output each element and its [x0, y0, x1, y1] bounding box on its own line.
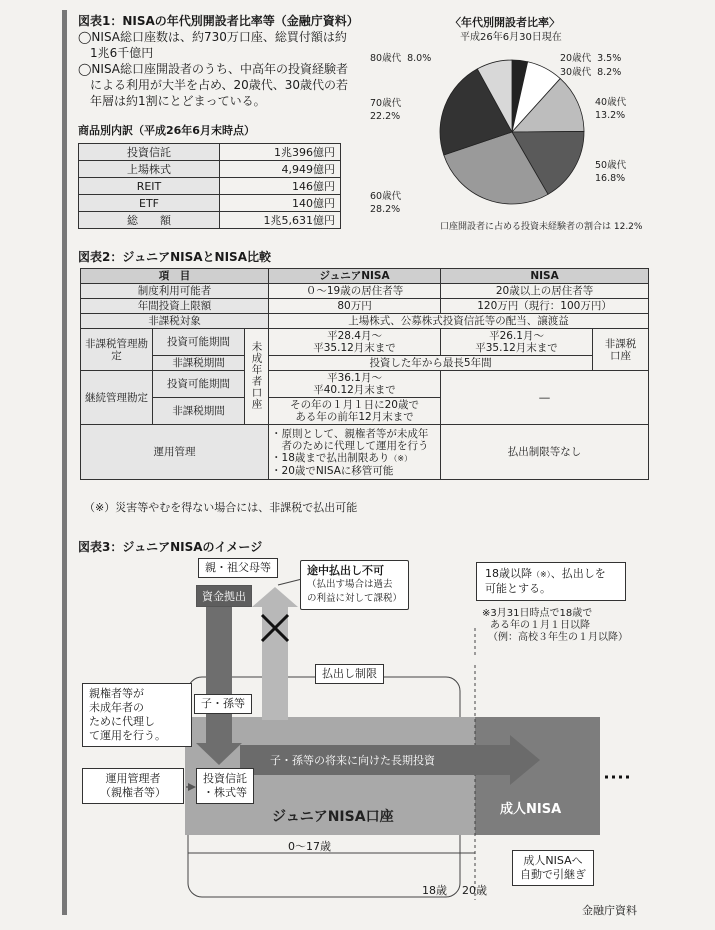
pie-chart: [370, 44, 660, 234]
table-row: [79, 178, 341, 195]
parents-box: 親・祖父母等: [198, 558, 278, 578]
vertical-label: 未成年者口座: [250, 340, 263, 410]
group1-label: 非課税管理勘定: [81, 329, 153, 371]
table-row: [79, 212, 341, 229]
fig1-bullet2-line1: ◯NISA総口座開設者のうち、中高年の投資経験者: [78, 62, 348, 76]
fig1-bullet1-line2: 1兆6千億円: [78, 46, 154, 60]
long-term-label: 子・孫等の将来に向けた長期投資: [270, 754, 435, 767]
group1-sub2: 非課税期間: [153, 356, 245, 371]
breakdown-table: [78, 143, 341, 229]
age18-label: 18歳: [422, 884, 447, 897]
pie-label-80: 80歳代 8.0%: [370, 53, 432, 64]
breakdown-value: 146億円: [220, 178, 341, 195]
table-row: [79, 161, 341, 178]
pie-label-40-name: 40歳代: [595, 97, 627, 108]
header-item: 項 目: [81, 269, 269, 284]
age18-callout: 18歳以降（※）、払出しを 可能とする。: [476, 562, 626, 601]
group2-junior-period: 平36.1月～ 平40.12月末まで: [269, 371, 441, 398]
vertical-label-cell: [245, 329, 269, 425]
breakdown-title: 商品別内訳（平成26年6月末時点）: [78, 124, 255, 137]
breakdown-label: 投資信託: [79, 144, 220, 161]
adult-nisa-label: 成人NISA: [500, 802, 562, 817]
age18-note-line3: （例：高校３年生の１月以降）: [488, 632, 628, 643]
left-margin-bar: [62, 10, 67, 915]
restriction-label: 払出し制限: [315, 664, 384, 684]
auto-transfer-box: 成人NISAへ 自動で引継ぎ: [512, 850, 594, 886]
row-operation-junior: ・原則として、親権者等が未成年 者のために代理して運用を行う ・18歳まで払出制限あり（※） ・20歳でNISAに移管可能: [269, 425, 441, 480]
pie-title: 〈年代別開設者比率〉: [450, 16, 560, 29]
fig1-bullet2-line3: 年層は約1割にとどまっている。: [78, 94, 266, 108]
fig3-title: 図表3：ジュニアNISAのイメージ: [78, 540, 263, 554]
row-eligibility-nisa: 20歳以上の居住者等: [441, 284, 649, 299]
pie-note: 口座開設者に占める投資未経験者の割合は 12.2%: [440, 222, 643, 232]
pie-label-30: 30歳代 8.2%: [560, 67, 622, 78]
table-row: [79, 144, 341, 161]
breakdown-value: 1兆5,631億円: [220, 212, 341, 229]
table-row: [81, 329, 649, 356]
group1-sub1: 投資可能期間: [153, 329, 245, 356]
pie-label-20: 20歳代 3.5%: [560, 53, 622, 64]
group1-taxfree-period: 投資した年から最長5年間: [269, 356, 593, 371]
invest-box: 投資信託 ・株式等: [196, 768, 254, 804]
manager-box: 運用管理者 （親権者等）: [82, 768, 184, 804]
age20-label: 20歳: [462, 884, 487, 897]
adult-nisa-band: [475, 717, 600, 835]
breakdown-label: 上場株式: [79, 161, 220, 178]
fig2-title: 図表2：ジュニアNISAとNISA比較: [78, 250, 271, 264]
guardian-box: 親権者等が 未成年者の ために代理し て運用を行う。: [82, 683, 192, 747]
table-row: [81, 269, 649, 284]
table-row: [81, 314, 649, 329]
group2-sub2: 非課税期間: [153, 398, 245, 425]
source-label: 金融庁資料: [582, 904, 637, 917]
funding-arrow-shaft: [206, 595, 232, 745]
row-taxfree-label: 非課税対象: [81, 314, 269, 329]
fig1-bullet2-line2: による利用が大半を占め、20歳代、30歳代の若: [78, 78, 349, 92]
pie-subtitle: 平成26年6月30日現在: [460, 32, 562, 43]
pie-label-50-value: 16.8%: [595, 173, 626, 184]
nisa-account-cell: 非課税 口座: [593, 329, 649, 371]
group1-junior-period: 平28.4月～ 平35.12月末まで: [269, 329, 441, 356]
row-taxfree-value: 上場株式、公募株式投資信託等の配当、譲渡益: [269, 314, 649, 329]
group1-nisa-period: 平26.1月～ 平35.12月末まで: [441, 329, 593, 356]
table-row: [81, 284, 649, 299]
table-row: [81, 356, 649, 371]
group2-sub1: 投資可能期間: [153, 371, 245, 398]
header-junior: ジュニアNISA: [269, 269, 441, 284]
pie-label-70-name: 70歳代: [370, 98, 402, 109]
breakdown-label: ETF: [79, 195, 220, 212]
row-limit-label: 年間投資上限額: [81, 299, 269, 314]
no-withdraw-box: 途中払出し不可 （払出す場合は過去 の利益に対して課税）: [300, 560, 409, 610]
breakdown-label: REIT: [79, 178, 220, 195]
pie-label-40-value: 13.2%: [595, 110, 626, 121]
breakdown-value: 1兆396億円: [220, 144, 341, 161]
breakdown-label: 総 額: [79, 212, 220, 229]
fig1-bullet1-line1: ◯NISA総口座数は、約730万口座、総買付額は約: [78, 30, 347, 44]
age18-note-line1: ※3月31日時点で18歳で: [482, 608, 593, 619]
pie-label-60-name: 60歳代: [370, 191, 402, 202]
age18-note-line2: ある年の１月１日以降: [490, 620, 590, 631]
breakdown-value: 4,949億円: [220, 161, 341, 178]
fig2-footnote: （※）災害等やむを得ない場合には、非課税で払出可能: [84, 501, 358, 514]
comparison-table: [80, 268, 649, 480]
funding-label: 資金拠出: [196, 585, 252, 607]
pie-label-60-value: 28.2%: [370, 204, 401, 215]
group2-junior-taxfree: その年の１月１日に20歳で ある年の前年12月末まで: [269, 398, 441, 425]
header-nisa: NISA: [441, 269, 649, 284]
group2-label: 継続管理勘定: [81, 371, 153, 425]
row-eligibility-junior: ０～19歳の居住者等: [269, 284, 441, 299]
pie-label-50-name: 50歳代: [595, 160, 627, 171]
row-limit-nisa: 120万円（現行：100万円）: [441, 299, 649, 314]
withdraw-arrow-shaft: [262, 605, 288, 720]
junior-account-label: ジュニアNISA口座: [272, 809, 394, 825]
group2-nisa-dash: ―: [441, 371, 649, 425]
row-eligibility-label: 制度利用可能者: [81, 284, 269, 299]
breakdown-value: 140億円: [220, 195, 341, 212]
table-row: [79, 195, 341, 212]
row-operation-nisa: 払出制限等なし: [441, 425, 649, 480]
row-operation-label: 運用管理: [81, 425, 269, 480]
table-row: [81, 371, 649, 398]
fig1-title: 図表1：NISAの年代別開設者比率等（金融庁資料）: [78, 14, 359, 28]
pie-label-70-value: 22.2%: [370, 111, 401, 122]
children-box: 子・孫等: [194, 694, 252, 714]
row-limit-junior: 80万円: [269, 299, 441, 314]
withdraw-arrow-head: [252, 587, 298, 607]
table-row: [81, 425, 649, 480]
age-range-label: 0～17歳: [288, 840, 331, 853]
table-row: [81, 299, 649, 314]
